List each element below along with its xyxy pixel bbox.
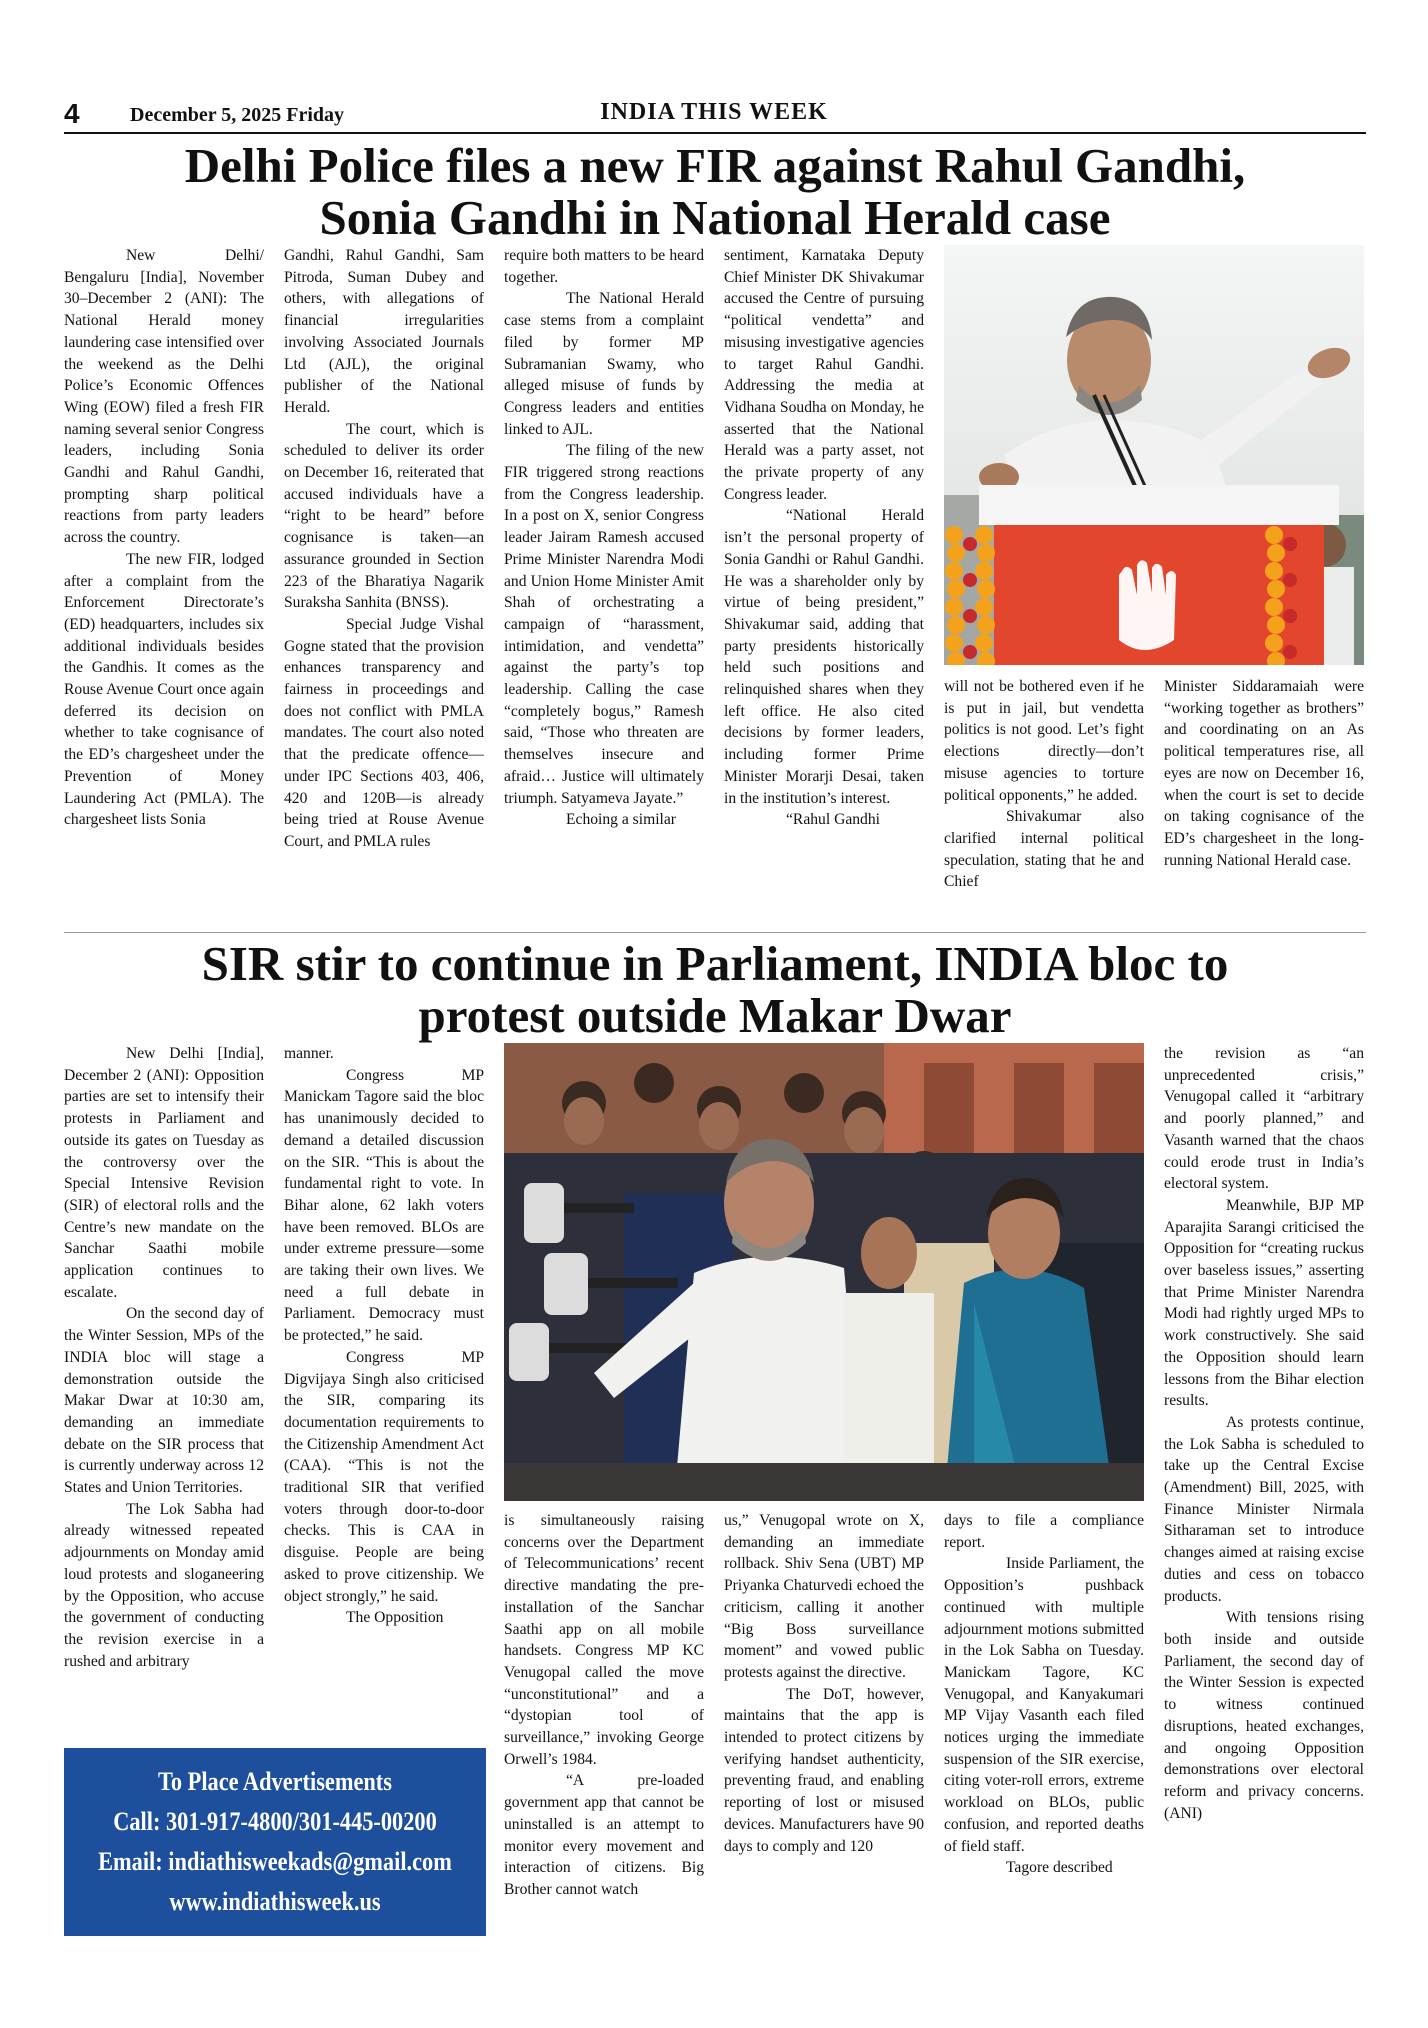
article2-paragraph: The Lok Sabha had already witnessed repeated adjournments on Monday amid loud protests and sloganeering by the Opposition, who accuse the government of conducting the revision exercise in a rushed and arbitrary xyxy=(64,1500,264,1670)
article2-paragraph: the revision as “an unprecedented crisis,” Venugopal called it “arbitrary and poorly planned,” and Vasanth warned that the chaos could erode trust in India’s electoral system. xyxy=(1164,1045,1364,1193)
article1-column-6 xyxy=(1164,676,1364,916)
article1-photo xyxy=(944,245,1364,665)
article2-column-6 xyxy=(1164,1043,1364,1943)
article2-column-3 xyxy=(504,1510,704,1942)
article2-paragraph: Tagore described xyxy=(1006,1859,1113,1877)
article1-paragraph: The National Herald case stems from a complaint filed by former MP Subramanian Swamy, who alleged misuse of funds by Congress leaders and entities linked to AJL. xyxy=(504,290,704,438)
advertisement-box xyxy=(64,1748,486,1936)
article2-headline xyxy=(64,938,1366,1042)
article1-headline xyxy=(64,140,1366,244)
ad-website: www.indiathisweek.us xyxy=(169,1887,381,1916)
article2-photo xyxy=(504,1043,1144,1501)
article2-column-2 xyxy=(284,1043,484,1743)
article2-paragraph: us,” Venugopal wrote on X, demanding an immediate rollback. Shiv Sena (UBT) MP Priyanka Chaturvedi echoed the criticism, calling it another “Big Boss surveillance moment” and vowed public protests against the directive. xyxy=(724,1512,924,1681)
article2-column-5 xyxy=(944,1510,1144,1942)
article1-paragraph: Shivakumar also clarified internal political speculation, stating that he and Chief xyxy=(944,808,1144,891)
header-rule xyxy=(64,132,1366,134)
article1-paragraph: Echoing a similar xyxy=(566,811,676,829)
article1-paragraph: The court, which is scheduled to deliver its order on December 16, reiterated that accused individuals have a “right to be heard” before cognisance is taken—an assurance grounded in Section 223 of the Bharatiya Nagarik Suraksha Sanhita (BNSS). xyxy=(284,420,484,612)
article1-column-3 xyxy=(504,245,704,915)
article1-paragraph: Special Judge Vishal Gogne stated that the provision enhances transparency and fairness in proceedings and does not conflict with PMLA mandates. The court also noted that the predicate offence—under IPC Sections 403, 406, 420 and 120B—is already being tried at Rouse Avenue Court, and PMLA rules xyxy=(284,615,484,850)
article2-paragraph: “A pre-loaded government app that cannot be uninstalled is an attempt to monitor every movement and interaction of citizens. Big Brother cannot watch xyxy=(504,1772,704,1898)
article2-paragraph: As protests continue, the Lok Sabha is scheduled to take up the Central Excise (Amendment) Bill, 2025, with Finance Minister Nirmala Sitharaman set to introduce changes aimed at raising excise duties and cess on tobacco products. xyxy=(1164,1413,1364,1605)
article2-paragraph: With tensions rising both inside and outside Parliament, the second day of the Winter Session is expected to witness continued disruptions, heated exchanges, and ongoing Opposition demonstrations over electoral reform and privacy concerns. (ANI) xyxy=(1164,1609,1364,1822)
article2-paragraph: Meanwhile, BJP MP Aparajita Sarangi criticised the Opposition for “creating ruckus over baseless issues,” asserting that Prime Minister Narendra Modi had rightly urged MPs to work constructively. She said the Opposition should learn lessons from the Bihar election results. xyxy=(1164,1196,1364,1410)
article2-column-4 xyxy=(724,1510,924,1942)
article2-paragraph: On the second day of the Winter Session, MPs of the INDIA bloc will stage a demonstration outside the Makar Dwar at 10:30 am, demanding an immediate debate on the SIR process that is currently underway across 12 States and Union Territories. xyxy=(64,1305,264,1497)
article1-paragraph: require both matters to be heard together. xyxy=(504,247,704,286)
section-divider xyxy=(64,932,1366,933)
article1-column-5 xyxy=(944,676,1144,916)
article2-paragraph: The DoT, however, maintains that the app is intended to protect citizens by verifying handset authenticity, preventing fraud, and enabling reporting of lost or misused devices. Manufacturers have 90 days to comply and 120 xyxy=(724,1685,924,1855)
article1-paragraph: “Rahul Gandhi xyxy=(786,811,880,829)
article1-paragraph: The new FIR, lodged after a complaint from the Enforcement Directorate’s (ED) headquarters, includes six additional individuals besides the Gandhis. It comes as the Rouse Avenue Court once again deferred its decision on whether to take cognisance of the ED’s chargesheet under the Prevention of Money Laundering Act (PMLA). The chargesheet lists Sonia xyxy=(64,550,264,829)
article2-headline-line1: SIR stir to continue in Parliament, INDIA bloc to xyxy=(201,936,1229,991)
article1-paragraph: New Delhi/ Bengaluru [India], November 30–December 2 (ANI): The National Herald money laundering case intensified over the weekend as the Delhi Police’s Economic Offences Wing (EOW) filed a fresh FIR naming several senior Congress leaders, including Sonia Gandhi and Rahul Gandhi, prompting sharp political reactions from party leaders across the country. xyxy=(64,247,264,547)
page-number: 4 xyxy=(64,98,80,129)
article1-paragraph: “National Herald isn’t the personal property of Sonia Gandhi or Rahul Gandhi. He was a shareholder only by virtue of being president,” Shivakumar said, adding that party presidents historically held such positions and relinquished shares when they left office. He also cited decisions by former leaders, including former Prime Minister Morarji Desai, taken in the institution’s interest. xyxy=(724,507,924,807)
article1-paragraph: will not be bothered even if he is put in jail, but vendetta politics is not good. Let’s fight elections directly—don’t misuse agencies to torture political opponents,” he added. xyxy=(944,678,1144,804)
speaker-podium-image xyxy=(944,245,1364,665)
article2-paragraph: days to file a compliance report. xyxy=(944,1512,1144,1551)
ad-email: Email: indiathisweekads@gmail.com xyxy=(98,1847,452,1876)
article1-column-1 xyxy=(64,245,264,915)
article1-paragraph: Gandhi, Rahul Gandhi, Sam Pitroda, Suman Dubey and others, with allegations of financial irregularities involving Associated Journals Ltd (AJL), the original publisher of the National Herald. xyxy=(284,247,484,416)
article1-paragraph: The filing of the new FIR triggered strong reactions from the Congress leadership. In a post on X, senior Congress leader Jairam Ramesh accused Prime Minister Narendra Modi and Union Home Minister Amit Shah of orchestrating a campaign of “harassment, intimidation, and vendetta” against the party’s top leadership. Calling the case “completely bogus,” Ramesh said, “Those who threaten are themselves insecure and afraid… Justice will ultimately triumph. Satyameva Jayate.” xyxy=(504,442,704,807)
article1-column-2 xyxy=(284,245,484,915)
article2-headline-line2: protest outside Makar Dwar xyxy=(418,988,1012,1043)
article2-paragraph: New Delhi [India], December 2 (ANI): Opposition parties are set to intensify their protests in Parliament and outside its gates on Tuesday as the controversy over the Special Intensive Revision (SIR) of electoral rolls and the Centre’s new mandate on the Sanchar Saathi mobile application continues to escalate. xyxy=(64,1045,264,1301)
issue-date: December 5, 2025 Friday xyxy=(130,104,345,126)
article2-paragraph: is simultaneously raising concerns over the Department of Telecommunications’ recent directive mandating the pre-installation of the Sanchar Saathi app on all mobile handsets. Congress MP KC Venugopal called the move “unconstitutional” and a “dystopian tool of surveillance,” invoking George Orwell’s 1984. xyxy=(504,1512,704,1768)
article1-paragraph: Minister Siddaramaiah were “working together as brothers” and coordinating on an As political temperatures rise, all eyes are now on December 16, when the court is set to decide on taking cognisance of the ED’s chargesheet in the long-running National Herald case. xyxy=(1164,678,1364,869)
article1-column-4 xyxy=(724,245,924,915)
article1-headline-line1: Delhi Police files a new FIR against Rahul Gandhi, xyxy=(184,138,1246,193)
article1-headline-line2: Sonia Gandhi in National Herald case xyxy=(319,190,1111,245)
parliament-crowd-image xyxy=(504,1043,1144,1501)
article2-paragraph: manner. xyxy=(284,1045,334,1062)
article1-paragraph: sentiment, Karnataka Deputy Chief Minister DK Shivakumar accused the Centre of pursuing “political vendetta” and misusing investigative agencies to target Rahul Gandhi. Addressing the media at Vidhana Soudha on Monday, he asserted that the National Herald was a party asset, not the private property of any Congress leader. xyxy=(724,247,924,503)
article2-paragraph: Inside Parliament, the Opposition’s pushback continued with multiple adjournment motions submitted in the Lok Sabha on Tuesday. Manickam Tagore, KC Venugopal, and Kanyakumari MP Vijay Vasanth each filed notices urging the immediate suspension of the SIR exercise, citing voter-roll errors, extreme workload on BLOs, public confusion, and reported deaths of field staff. xyxy=(944,1555,1144,1855)
article2-column-1 xyxy=(64,1043,264,1743)
article2-paragraph: Congress MP Digvijaya Singh also criticised the SIR, comparing its documentation requirements to the Citizenship Amendment Act (CAA). “This is not the traditional SIR that verified voters through door-to-door checks. This is CAA in disguise. People are being asked to prove citizenship. We object strongly,” he said. xyxy=(284,1348,484,1605)
ad-phone: Call: 301-917-4800/301-445-00200 xyxy=(113,1807,437,1836)
article2-paragraph: Congress MP Manickam Tagore said the bloc has unanimously decided to demand a detailed discussion on the SIR. “This is about the fundamental right to vote. In Bihar alone, 62 lakh voters have been removed. BLOs are under extreme pressure—some are taking their own lives. We need a full debate in Parliament. Democracy must be protected,” he said. xyxy=(284,1066,484,1345)
masthead: INDIA THIS WEEK xyxy=(600,99,828,125)
article2-paragraph: The Opposition xyxy=(346,1609,444,1627)
ad-heading: To Place Advertisements xyxy=(158,1767,392,1796)
